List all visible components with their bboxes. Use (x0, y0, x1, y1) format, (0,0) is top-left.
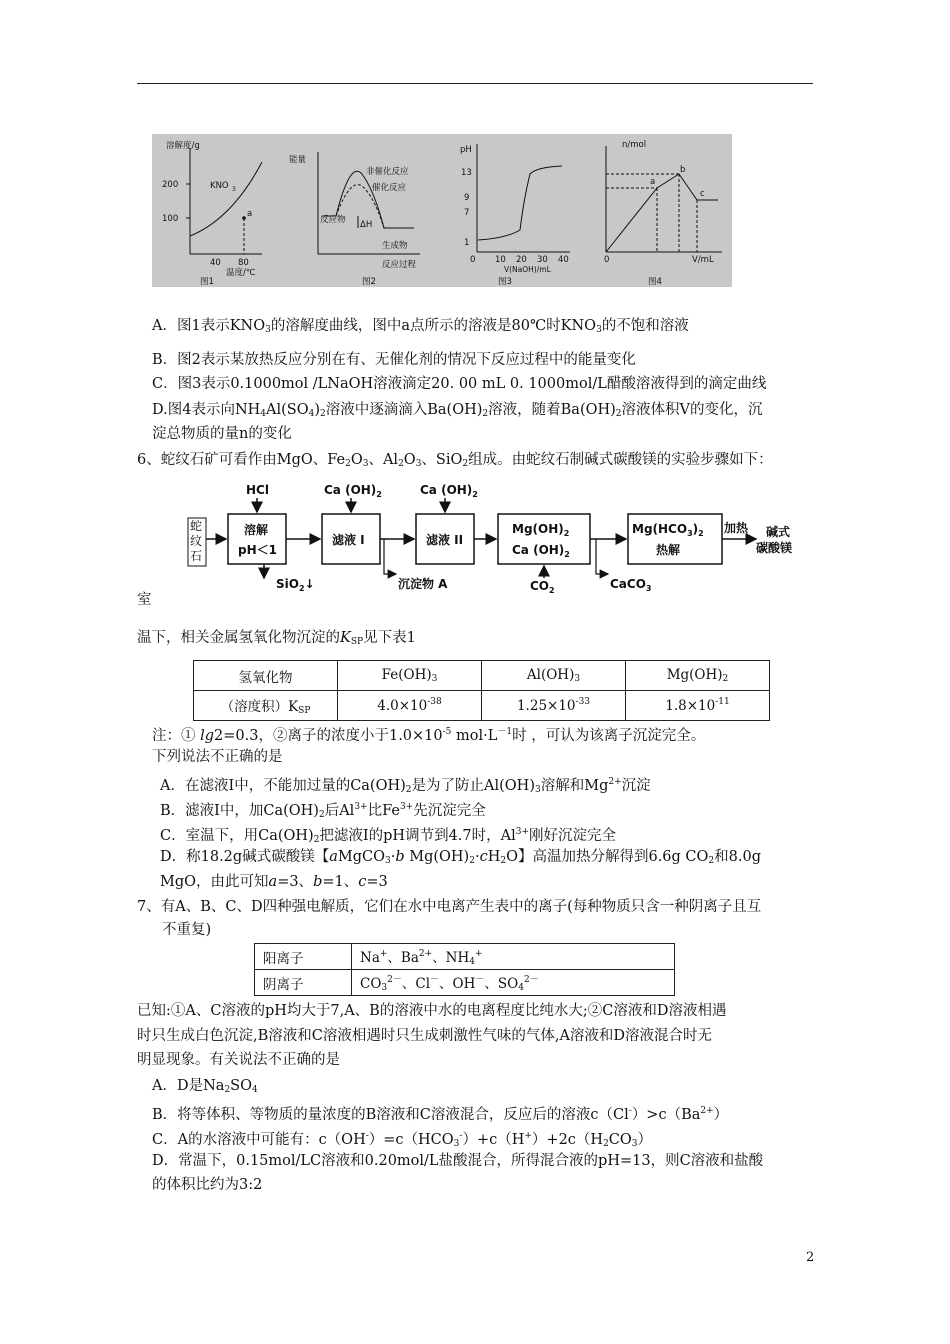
fig3-xlabel: V(NaOH)/mL (504, 265, 551, 274)
graph1-point-a (242, 216, 246, 220)
fig1-curve-label: KNO (210, 181, 229, 191)
q7-known-line1: 已知:①A、C溶液的pH均大于7,A、B的溶液中水的电离程度比纯水大;②C溶液和D溶液相遇 (137, 1003, 727, 1019)
flow-heat: 加热 (724, 521, 749, 535)
q6-option-b: B．滤液Ⅰ中，加$Ca(OH)_2$后$Al^{3+}$比$Fe^{3+}$先沉淀完全 (160, 802, 486, 820)
fig3-x0: 0 (470, 255, 476, 265)
q7-stem-line2: 不重复) (162, 922, 212, 938)
fig1-x80: 80 (238, 258, 249, 268)
fig4-point-c: c (700, 189, 705, 199)
fig1-x40: 40 (210, 258, 221, 268)
fig1-curve-sub: 3 (232, 186, 236, 193)
q5-option-b: B．图2表示某放热反应分别在有、无催化剂的情况下反应过程中的能量变化 (152, 352, 636, 368)
table-cell: $Mg(OH)_2$ (626, 661, 770, 691)
q5-option-d-line2: 淀总物质的量n的变化 (152, 426, 292, 442)
table-cell: $4.0\times 10^{-38}$ (338, 691, 482, 721)
table-cell: $Al(OH)_3$ (482, 661, 626, 691)
q7-option-b: B．将等体积、等物质的量浓度的B溶液和C溶液混合，反应后的溶液$c(Cl^-)>c(Ba^{2+})$ (152, 1106, 729, 1123)
table-cell: 阴离子 (255, 970, 352, 996)
fig2-caption: 图2 (362, 277, 376, 287)
q6-note: 注：① lg2=0.3，②离子的浓度小于$1.0\times 10^{-5}$ $mol\cdot L^{-1}$时 ，可认为该离子沉淀完全。 (152, 727, 706, 744)
fig4-x0: 0 (604, 255, 610, 265)
q5-option-c: C．图3表示0.1000mol /LNaOH溶液滴定20. 00 mL 0. 1000mol/L醋酸溶液得到的滴定曲线 (152, 376, 767, 392)
flow-end-line2: 碳酸镁 (756, 541, 793, 555)
fig2-dh: ΔH (360, 220, 373, 230)
table-cell: $1.8\times 10^{-11}$ (626, 691, 770, 721)
flow-box5-line1: $Mg(HCO_3)_2$ (632, 522, 704, 538)
fig3-x10: 10 (495, 255, 506, 265)
table-cell: 阳离子 (255, 944, 352, 970)
flow-box4-line1: $Mg(OH)_2$ (512, 522, 570, 538)
figure-graphs (152, 134, 732, 287)
q6-room-2: 温下，相关金属氢氧化物沉淀的$K_{SP}$见下表1 (137, 630, 416, 647)
q6-stem: 6、蛇纹石矿可看作由MgO、$Fe_2O_3$、$Al_2O_3$、SiO$_2$组成。由蛇纹石制碱式碳酸镁的实验步骤如下： (137, 452, 773, 469)
fig1-xlabel: 温度/℃ (226, 268, 256, 278)
flow-box1-line1: 溶解 (244, 523, 269, 537)
q7-option-c: C．A的水溶液中可能有：$c(OH^-)=c(HCO_3^-)+c(H^+)+2c(H_2CO_3)$ (152, 1131, 653, 1149)
process-flowchart (184, 478, 804, 594)
fig4-point-a: a (650, 177, 656, 187)
table-row (194, 691, 770, 721)
fig3-x20: 20 (516, 255, 527, 265)
flow-co2: $CO_2$ (530, 579, 555, 594)
graph-3 (477, 144, 570, 252)
q7-stem-line1: 7、有A、B、C、D四种强电解质，它们在水中电离产生表中的离子(每种物质只含一种阴离子且互 (137, 899, 762, 915)
table-cell: $1.25\times 10^{-33}$ (482, 691, 626, 721)
fig2-product: 生成物 (382, 241, 408, 251)
fig1-ylabel: 溶解度/g (166, 141, 200, 151)
flow-caoh2-1: Ca $(OH)_2$ (324, 483, 382, 499)
fig3-y9: 9 (464, 193, 470, 203)
table-cell: Na+、$Ba^{2+}$、$NH_4^+$ (352, 944, 675, 970)
fig3-y7: 7 (464, 208, 470, 218)
fig1-y200: 200 (162, 180, 179, 190)
fig3-x40: 40 (558, 255, 569, 265)
q6-room-1: 室 (137, 592, 152, 608)
fig3-caption: 图3 (498, 277, 512, 287)
flow-start-2: 纹 (190, 534, 203, 548)
fig2-legend1: 非催化反应 (366, 167, 409, 177)
fig1-y100: 100 (162, 214, 179, 224)
flow-box5-line2: 热解 (656, 543, 681, 557)
table-row (255, 944, 675, 970)
q7-option-a: A．D是$Na_2SO_4$ (152, 1078, 258, 1095)
fig2-reactant: 反应物 (320, 215, 346, 225)
fig2-legend2: 催化反应 (372, 183, 407, 193)
fig3-ylabel: pH (460, 145, 472, 155)
table-cell: $CO_3^{2-}$、Cl－、OH－、$SO_4^{2-}$ (352, 970, 675, 996)
page-number: 2 (806, 1250, 815, 1265)
flow-box1-line2: pH＜1 (238, 543, 277, 557)
flow-end-line1: 碱式 (766, 525, 791, 539)
q7-option-d-line2: 的体积比约为3:2 (152, 1177, 263, 1193)
table-row (255, 970, 675, 996)
table-cell: （溶度积）$K_{SP}$ (194, 691, 338, 721)
flow-precipitate-a: 沉淀物 A (398, 577, 448, 591)
flow-caco3: CaCO$_3$ (610, 577, 652, 593)
graph-4 (606, 146, 722, 252)
q6-option-d-line2: MgO，由此可知a=3、b=1、c=3 (160, 874, 388, 890)
fig3-y13: 13 (461, 168, 472, 178)
fig3-x30: 30 (537, 255, 548, 265)
table-cell: 氢氧化物 (194, 661, 338, 691)
q6-option-a: A．在滤液Ⅰ中，不能加过量的$Ca(OH)_2$是为了防止$Al(OH)_3$溶解和$Mg^{2+}$沉淀 (160, 777, 651, 795)
q7-known-line2: 时只生成白色沉淀,B溶液和C溶液相遇时只生成刺激性气味的气体,A溶液和D溶液混合时无 (137, 1028, 713, 1044)
fig4-point-b: b (680, 165, 686, 175)
ion-table (254, 943, 675, 996)
flow-hcl: HCl (246, 483, 269, 497)
flow-caoh2-2: Ca $(OH)_2$ (420, 483, 478, 499)
table-cell: $Fe(OH)_3$ (338, 661, 482, 691)
ksp-table (193, 660, 770, 721)
fig2-ylabel: 能量 (289, 155, 307, 165)
flow-box2: 滤液 I (332, 533, 365, 547)
q5-option-d-line1: D.图4表示向$NH_4Al(SO_4)_2$溶液中逐滴滴入$Ba(OH)_2$溶液，随着$Ba(OH)_2$溶液体积V的变化，沉 (152, 402, 763, 419)
flow-start-1: 蛇 (190, 519, 203, 533)
q6-ask: 下列说法不正确的是 (152, 749, 283, 765)
fig3-y1: 1 (464, 238, 470, 248)
q6-option-d-line1: D．称18.2g碱式碳酸镁【aMgCO$_3$·b $Mg(OH)_2\cdot cH_2O$】高温加热分解得到6.6g $CO_2$和8.0g (160, 849, 761, 866)
graph-1 (186, 148, 262, 254)
flow-box3: 滤液 II (426, 533, 464, 547)
fig1-caption: 图1 (200, 277, 214, 287)
flow-box4-line2: Ca $(OH)_2$ (512, 543, 570, 559)
fig1-point-a: a (247, 209, 253, 219)
figure-panel (152, 134, 732, 287)
flow-sio2: SiO$_2$↓ (276, 577, 315, 593)
q7-option-d-line1: D．常温下，0.15mol/LC溶液和0.20mol/L盐酸混合，所得混合液的pH=13，则C溶液和盐酸 (152, 1153, 764, 1169)
q7-known-line3: 明显现象。有关说法不正确的是 (137, 1052, 340, 1068)
flow-start-3: 石 (190, 549, 203, 563)
fig4-xlabel: V/mL (692, 255, 714, 265)
table-row (194, 661, 770, 691)
q6-option-c: C．室温下，用$Ca(OH)_2$把滤液Ⅰ的pH调节到4.7时，$Al^{3+}$刚好沉淀完全 (160, 827, 617, 845)
fig4-ylabel: n/mol (622, 140, 647, 150)
q5-option-a: A．图1表示$KNO_3$的溶解度曲线，图中a点所示的溶液是80℃时$KNO_3$的不饱和溶液 (152, 318, 689, 335)
fig4-caption: 图4 (648, 277, 662, 287)
fig2-xlabel: 反应过程 (382, 260, 417, 270)
header-rule (137, 83, 813, 84)
